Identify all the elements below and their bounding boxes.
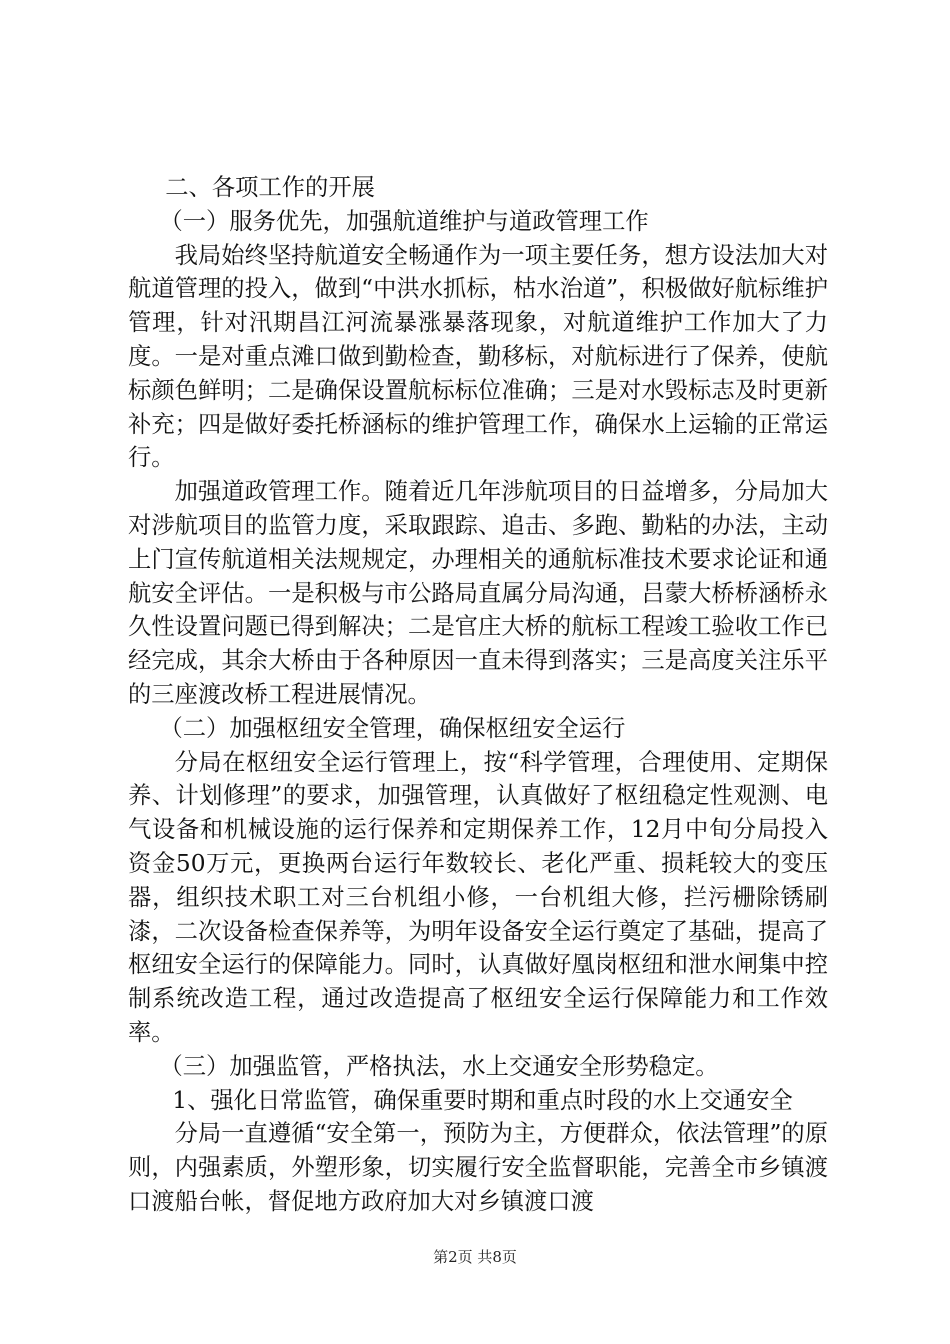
paragraph-hub-safety: 分局在枢纽安全运行管理上，按“科学管理，合理使用、定期保养、计划修理”的要求，加强管理，认真做好了枢纽稳定性观测、电气设备和机械设施的运行保养和定期保养工作，12月中旬分局投入资金50万元，更换两台运行年数较长、老化严重、损耗较大的变压器，组织技术职工对三台机组小修，一台机组大修，拦污栅除锈刷漆，二次设备检查保养等，为明年设备安全运行奠定了基础，提高了枢纽安全运行的保障能力。同时，认真做好凰岗枢纽和泄水闸集中控制系统改造工程，通过改造提高了枢纽安全运行保障能力和工作效率。 — [128, 748, 828, 1046]
page-number-footer: 第2页 共8页 — [433, 1248, 517, 1266]
paragraph-daily-supervision: 分局一直遵循“安全第一，预防为主，方便群众，依法管理”的原则，内强素质，外塑形象，切实履行安全监督职能，完善全市乡镇渡口渡船台帐，督促地方政府加大对乡镇渡口渡 — [128, 1120, 828, 1215]
paragraph-waterway-administration: 加强道政管理工作。随着近几年涉航项目的日益增多，分局加大对涉航项目的监管力度，采取跟踪、追击、多跑、勤粘的办法，主动上门宣传航道相关法规规定，办理相关的通航标准技术要求论证和通航安全评估。一是积极与市公路局直属分局沟通，吕蒙大桥桥涵桥永久性设置问题已得到解决；二是官庄大桥的航标工程竣工验收工作已经完成，其余大桥由于各种原因一直未得到落实；三是高度关注乐平的三座渡改桥工程进展情况。 — [128, 478, 828, 708]
section-title: 二、各项工作的开展 — [165, 174, 375, 201]
document-body — [128, 171, 828, 1219]
item-title-1: 1、强化日常监管，确保重要时期和重点时段的水上交通安全 — [172, 1086, 793, 1114]
paragraph-waterway-maintenance: 我局始终坚持航道安全畅通作为一项主要任务，想方设法加大对航道管理的投入，做到“中洪水抓标，枯水治道”，积极做好航标维护管理，针对汛期昌江河流暴涨暴落现象，对航道维护工作加大了力度。一是对重点滩口做到勤检查，勤移标，对航标进行了保养，使航标颜色鲜明；二是确保设置航标标位准确；三是对水毁标志及时更新补充；四是做好委托桥涵标的维护管理工作，确保水上运输的正常运行。 — [128, 241, 828, 472]
subsection-title-3: （三）加强监管，严格执法，水上交通安全形势稳定。 — [159, 1052, 719, 1080]
subsection-title-1: （一）服务优先，加强航道维护与道政管理工作 — [159, 207, 649, 235]
subsection-title-2: （二）加强枢纽安全管理，确保枢纽安全运行 — [159, 714, 626, 742]
